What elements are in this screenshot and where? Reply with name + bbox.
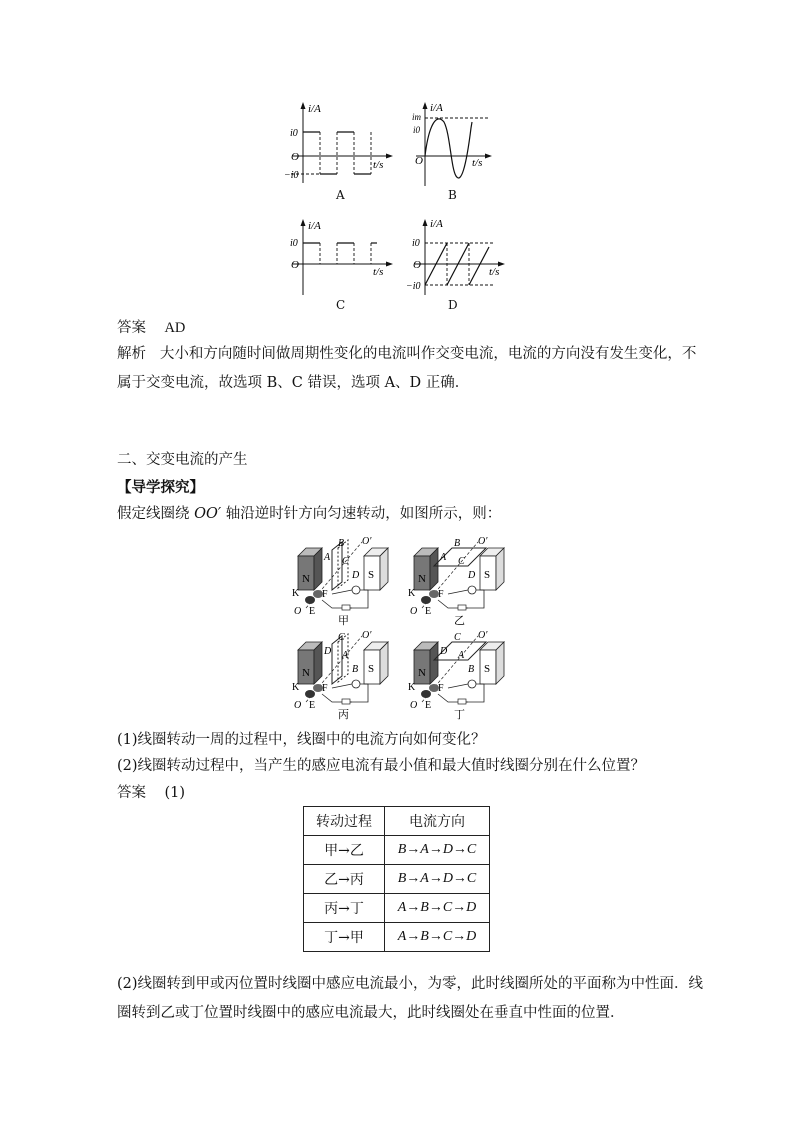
graph-a-pos: i0 — [290, 128, 298, 139]
graph-d-neg: −i0 — [406, 281, 421, 292]
generator-label-K: K — [408, 682, 416, 693]
graph-c-xlabel: t/s — [373, 266, 384, 278]
generator-label-caption: 甲 — [338, 615, 349, 626]
generator-figure — [408, 534, 508, 626]
generator-label-Oprime: O′ — [478, 536, 488, 547]
generator-label-N: N — [418, 667, 426, 679]
generator-label-K: K — [292, 588, 300, 599]
generator-label-c2: B — [468, 664, 475, 675]
graph-d-xlabel: t/s — [489, 266, 500, 278]
generator-label-E: E — [309, 606, 316, 617]
graph-a-xlabel: t/s — [373, 159, 384, 171]
graph-b-xlabel: t/s — [472, 157, 483, 169]
generator-label-S: S — [368, 663, 375, 675]
generator-label-c0: B — [454, 538, 461, 549]
generator-label-S: S — [484, 663, 491, 675]
generator-figure — [292, 534, 392, 626]
generator-label-c3: A — [458, 650, 465, 661]
generator-label-F: F — [438, 683, 444, 694]
analysis-1-line2: 属于交变电流，故选项 B、C 错误，选项 A、D 正确． — [117, 375, 470, 391]
section-2-title: 二、交变电流的产生 — [117, 452, 248, 468]
generator-label-caption: 丙 — [338, 709, 349, 720]
generator-label-c0: C — [454, 632, 461, 643]
generator-label-E: E — [425, 700, 432, 711]
generator-label-c0: C — [338, 632, 345, 643]
generator-label-c0: B — [338, 538, 345, 549]
graph-c-caption: C — [336, 298, 346, 312]
generator-label-O: O — [410, 700, 418, 711]
table-row: 乙→丙 B→A→D→C — [304, 865, 490, 894]
graph-b-origin: O — [415, 155, 423, 167]
table-row: 丙→丁 A→B→C→D — [304, 894, 490, 923]
graph-d — [405, 215, 515, 299]
generator-label-c1: D — [324, 646, 332, 657]
table-row: 丁→甲 A→B→C→D — [304, 923, 490, 952]
current-direction-table — [303, 806, 490, 952]
generator-label-S: S — [368, 569, 375, 581]
graph-b-ylabel: i/A — [430, 102, 443, 114]
answer-1-value: AD — [164, 320, 186, 336]
generator-label-E: E — [309, 700, 316, 711]
graph-a-caption: A — [336, 188, 345, 202]
answer-2b-line2: 圈转到乙或丁位置时线圈中的感应电流最大，此时线圈处在垂直中性面的位置． — [117, 1005, 625, 1021]
graph-d-caption: D — [448, 298, 458, 312]
answer-2-label: 答案 — [117, 785, 146, 801]
generator-label-K: K — [292, 682, 300, 693]
generator-label-c3: C — [342, 556, 349, 567]
answer-2-value: (1) — [164, 785, 185, 801]
graph-b-peak: im — [412, 112, 421, 122]
generator-label-O: O — [294, 700, 302, 711]
answer-2 — [117, 783, 185, 803]
generator-label-c3: C — [458, 556, 465, 567]
analysis-1-label: 解析 — [117, 346, 146, 362]
table-header-direction: 电流方向 — [385, 807, 490, 836]
graph-a-ylabel: i/A — [308, 103, 321, 115]
axis-label: OO′ — [194, 506, 222, 522]
intro-text: 假定线圈绕 OO′ 轴沿逆时针方向匀速转动，如图所示，则： — [117, 506, 502, 522]
generator-label-c2: D — [468, 570, 476, 581]
explore-label: 【导学探究】 — [117, 479, 204, 496]
answer-2-part-2 — [117, 970, 704, 1028]
graph-b-level: i0 — [413, 125, 421, 135]
generator-label-caption: 丁 — [454, 709, 465, 720]
graph-d-pos: i0 — [412, 238, 420, 249]
generator-label-N: N — [418, 573, 426, 585]
generator-figure — [292, 628, 392, 720]
analysis-1-line1: 大小和方向随时间做周期性变化的电流叫作交变电流，电流的方向没有发生变化，不 — [159, 346, 697, 362]
answer-1-label: 答案 — [117, 320, 146, 336]
question-2: (2)线圈转动过程中，当产生的感应电流有最小值和最大值时线圈分别在什么位置？ — [117, 758, 646, 774]
graph-c-origin: O — [291, 259, 299, 271]
graph-c-pos: i0 — [290, 238, 298, 249]
generator-label-F: F — [322, 589, 328, 600]
generator-label-c1: A — [440, 552, 447, 563]
generator-label-c2: D — [352, 570, 360, 581]
generator-label-E: E — [425, 606, 432, 617]
table-row: 甲→乙 B→A→D→C — [304, 836, 490, 865]
generator-label-F: F — [322, 683, 328, 694]
generator-label-c2: B — [352, 664, 359, 675]
table-header-process: 转动过程 — [304, 807, 385, 836]
generator-label-K: K — [408, 588, 416, 599]
answer-1 — [117, 318, 185, 338]
graph-c — [283, 215, 403, 299]
analysis-1 — [117, 340, 697, 398]
generator-label-F: F — [438, 589, 444, 600]
generator-label-O: O — [294, 606, 302, 617]
generator-label-Oprime: O′ — [362, 630, 372, 641]
generator-label-caption: 乙 — [454, 615, 465, 626]
graph-a-neg: −i0 — [284, 170, 299, 181]
generator-label-Oprime: O′ — [478, 630, 488, 641]
question-1: (1)线圈转动一周的过程中，线圈中的电流方向如何变化？ — [117, 732, 486, 748]
generator-label-Oprime: O′ — [362, 536, 372, 547]
generator-label-N: N — [302, 573, 310, 585]
graph-c-ylabel: i/A — [308, 220, 321, 232]
generator-label-c3: A — [342, 650, 349, 661]
graph-b-caption: B — [448, 188, 457, 202]
table-header-row — [304, 807, 490, 836]
graph-d-origin: O — [413, 259, 421, 271]
generator-figure — [408, 628, 508, 720]
graph-b — [410, 98, 500, 190]
generator-label-c1: A — [324, 552, 331, 563]
generator-label-N: N — [302, 667, 310, 679]
graph-a-origin: O — [291, 151, 299, 163]
graph-d-ylabel: i/A — [430, 218, 443, 230]
generator-label-O: O — [410, 606, 418, 617]
answer-2b-line1: (2)线圈转到甲或丙位置时线圈中感应电流最小，为零，此时线圈所处的平面称为中性面．线 — [117, 976, 704, 992]
generator-label-c1: D — [440, 646, 448, 657]
generator-label-S: S — [484, 569, 491, 581]
